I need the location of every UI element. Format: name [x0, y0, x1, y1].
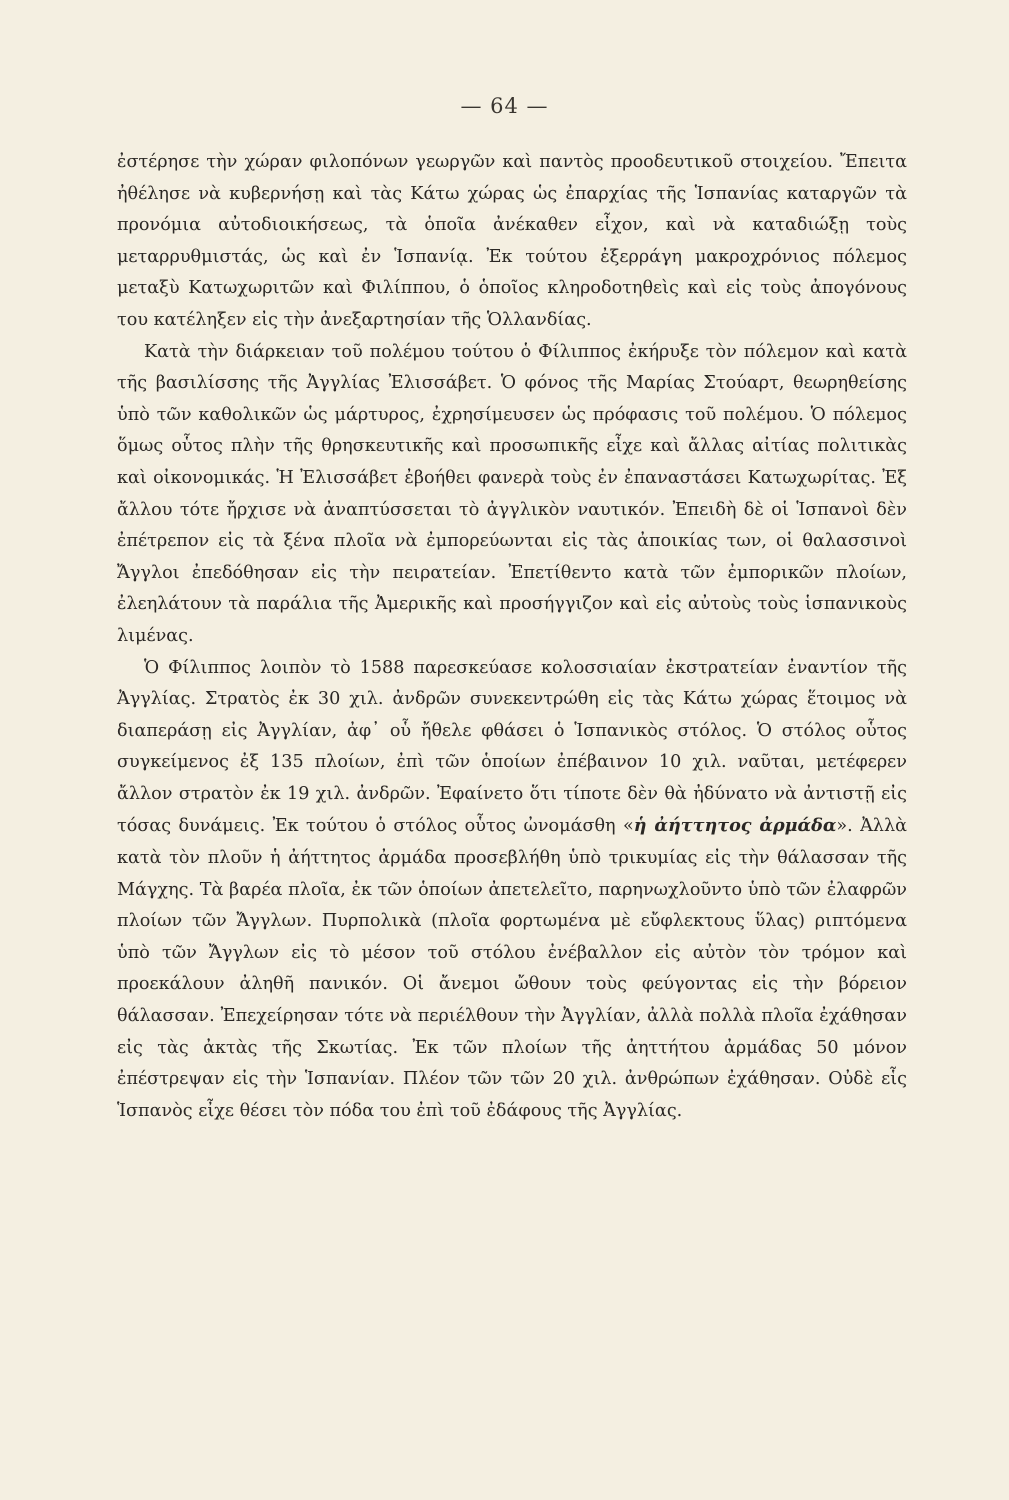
- armada-emphasis: ἡ ἀήττητος ἀρμάδα: [633, 815, 837, 837]
- page-number: — 64 —: [460, 94, 549, 118]
- body-text: [117, 147, 907, 1127]
- paragraph-3-text-before: Ὁ Φίλιππος λοιπὸν τὸ 1588 παρεσκεύασε κολοσσιαίαν ἐκστρατείαν ἐναντίον τῆς Ἀγγλίας. Στρατὸς ἐκ 30 χιλ. ἀνδρῶν συνεκεντρώθη εἰς τὰς Κάτω χώρας ἕτοιμος νὰ διαπεράσῃ εἰς Ἀγγλίαν, ἀφ᾽ οὗ ἤθελε φθάσει ὁ Ἱσπανικὸς στόλος. Ὁ στόλος οὗτος συγκείμενος ἐξ 135 πλοίων, ἐπὶ τῶν ὁποίων ἐπέβαινον 10 χιλ. ναῦται, μετέφερεν ἄλλον στρατὸν ἐκ 19 χιλ. ἀνδρῶν. Ἐφαίνετο ὅτι τίποτε δὲν θὰ ἠδύνατο νὰ ἀντιστῇ εἰς τόσας δυνάμεις. Ἐκ τούτου ὁ στόλος οὗτος ὠνομάσθη «: [117, 657, 907, 837]
- paragraph-3-text-after: ». Ἀλλὰ κατὰ τὸν πλοῦν ἡ ἀήττητος ἀρμάδα προσεβλήθη ὑπὸ τρικυμίας εἰς τὴν θάλασσαν τῆς Μάγχης. Τὰ βαρέα πλοῖα, ἐκ τῶν ὁποίων ἀπετελεῖτο, παρηνωχλοῦντο ὑπὸ τῶν ἐλαφρῶν πλοίων τῶν Ἄγγλων. Πυρπολικὰ (πλοῖα φορτωμένα μὲ εὔφλεκτους ὕλας) ριπτόμενα ὑπὸ τῶν Ἄγγλων εἰς τὸ μέσον τοῦ στόλου ἐνέβαλλον εἰς αὐτὸν τὸν τρόμον καὶ προεκάλουν ἀληθῆ πανικόν. Οἱ ἄνεμοι ὤθουν τοὺς φεύγοντας εἰς τὴν βόρειον θάλασσαν. Ἐπεχείρησαν τότε νὰ περιέλθουν τὴν Ἀγγλίαν, ἀλλὰ πολλὰ πλοῖα ἐχάθησαν εἰς τὰς ἀκτὰς τῆς Σκωτίας. Ἐκ τῶν πλοίων τῆς ἀηττήτου ἀρμάδας 50 μόνον ἐπέστρεψαν εἰς τὴν Ἱσπανίαν. Πλέον τῶν τῶν 20 χιλ. ἀνθρώπων ἐχάθησαν. Οὐδὲ εἷς Ἱσπανὸς εἶχε θέσει τὸν πόδα του ἐπὶ τοῦ ἐδάφους τῆς Ἀγγλίας.: [117, 816, 907, 1121]
- paragraph-1: ἐστέρησε τὴν χώραν φιλοπόνων γεωργῶν καὶ παντὸς προοδευτικοῦ στοιχείου. Ἔπειτα ἠθέλησε νὰ κυβερνήσῃ καὶ τὰς Κάτω χώρας ὡς ἐπαρχίας τῆς Ἱσπανίας καταργῶν τὰ προνόμια αὐτοδιοικήσεως, τὰ ὁποῖα ἀνέκαθεν εἶχον, καὶ νὰ καταδιώξῃ τοὺς μεταρρυθμιστάς, ὡς καὶ ἐν Ἱσπανίᾳ. Ἐκ τούτου ἐξερράγη μακροχρόνιος πόλεμος μεταξὺ Κατωχωριτῶν καὶ Φιλίππου, ὁ ὁποῖος κληροδοτηθεὶς καὶ εἰς τοὺς ἀπογόνους του κατέληξεν εἰς τὴν ἀνεξαρτησίαν τῆς Ὁλλανδίας.: [117, 152, 907, 330]
- paragraph-2: Κατὰ τὴν διάρκειαν τοῦ πολέμου τούτου ὁ Φίλιππος ἐκήρυξε τὸν πόλεμον καὶ κατὰ τῆς βασιλίσσης τῆς Ἀγγλίας Ἐλισσάβετ. Ὁ φόνος τῆς Μαρίας Στούαρτ, θεωρηθείσης ὑπὸ τῶν καθολικῶν ὡς μάρτυρος, ἐχρησίμευσεν ὡς πρόφασις τοῦ πολέμου. Ὁ πόλεμος ὅμως οὗτος πλὴν τῆς θρησκευτικῆς καὶ προσωπικῆς εἶχε καὶ ἄλλας αἰτίας πολιτικὰς καὶ οἰκονομικάς. Ἡ Ἐλισσάβετ ἐβοήθει φανερὰ τοὺς ἐν ἐπαναστάσει Κατωχωρίτας. Ἐξ ἄλλου τότε ἤρχισε νὰ ἀναπτύσσεται τὸ ἀγγλικὸν ναυτικόν. Ἐπειδὴ δὲ οἱ Ἱσπανοὶ δὲν ἐπέτρεπον εἰς τὰ ξένα πλοῖα νὰ ἐμπορεύωνται εἰς τὰς ἀποικίας των, οἱ θαλασσινοὶ Ἄγγλοι ἐπεδόθησαν εἰς τὴν πειρατείαν. Ἐπετίθεντο κατὰ τῶν ἐμπορικῶν πλοίων, ἐλεηλάτουν τὰ παράλια τῆς Ἀμερικῆς καὶ προσήγγιζον καὶ εἰς αὐτοὺς τοὺς ἱσπανικοὺς λιμένας.: [117, 341, 907, 646]
- paragraph-3: [117, 653, 907, 1128]
